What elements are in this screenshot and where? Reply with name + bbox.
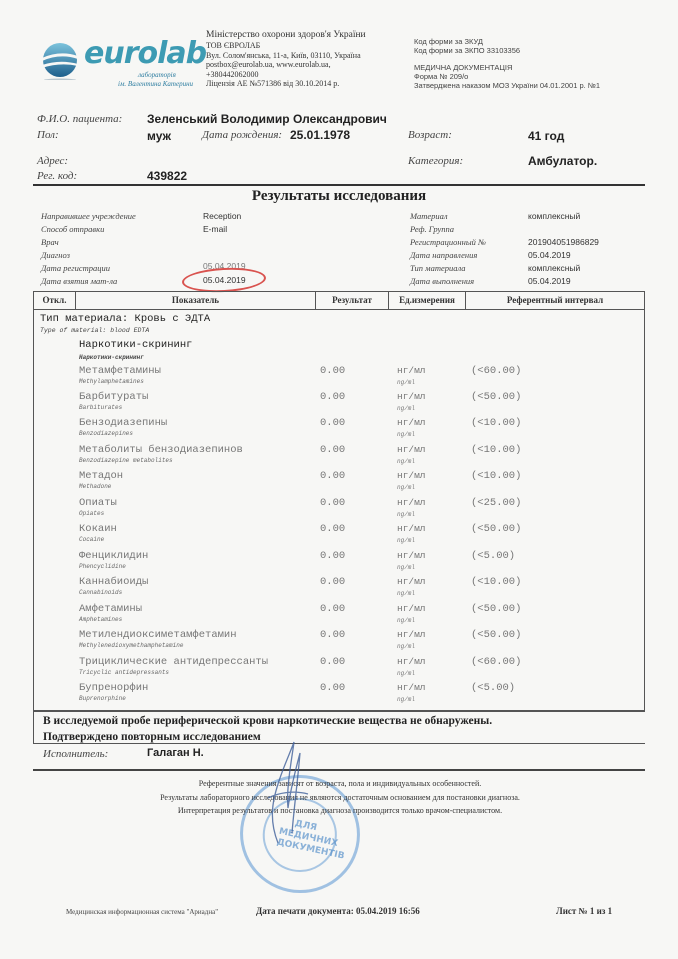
indicator-name-en: Tricyclic antidepressants xyxy=(79,669,170,676)
patient-name: Зеленський Володимир Олександрович xyxy=(147,112,387,126)
result-value: 0.00 xyxy=(320,391,346,403)
indicator-name-en: Opiates xyxy=(79,510,105,517)
table-row xyxy=(34,444,644,470)
meta-value: 201904051986829 xyxy=(528,237,599,247)
indicator-name: Метилендиоксиметамфетамин xyxy=(79,629,237,641)
unit: нг/мл xyxy=(397,656,426,667)
form-info xyxy=(414,37,600,90)
doc-type: МЕДИЧНА ДОКУМЕНТАЦІЯ xyxy=(414,63,513,72)
table-row xyxy=(34,365,644,391)
indicator-name-en: Methylenedioxymethamphetamine xyxy=(79,642,184,649)
reference-interval: (<50.00) xyxy=(471,391,522,403)
note: Интерпретация результатов и постановка диагноза производится только врачом-специалистом. xyxy=(177,806,503,815)
conclusion-text: В исследуемой пробе периферической крови наркотические вещества не обнаружены. xyxy=(43,715,493,727)
table-header xyxy=(34,292,644,310)
unit: нг/мл xyxy=(397,576,426,587)
reference-interval: (<10.00) xyxy=(471,417,522,429)
reference-interval: (<5.00) xyxy=(471,550,516,562)
result-value: 0.00 xyxy=(320,417,346,429)
meta-value: 05.04.2019 xyxy=(528,276,571,286)
highlight-circle xyxy=(181,266,266,294)
indicator-name-en: Benzodiazepines xyxy=(79,430,134,437)
indicator-name: Каннабиоиды xyxy=(79,576,149,588)
header-reference: Референтный интервал xyxy=(506,295,604,305)
note: Референтные значения зависят от возраста, пола и индивидуальных особенностей. xyxy=(198,779,482,788)
company-contacts: postbox@eurolab.ua, www.eurolab.ua, xyxy=(206,60,331,69)
page-title: Результаты исследования xyxy=(251,188,427,204)
signature xyxy=(248,738,328,848)
indicator-name-en: Benzodiazepine metabolites xyxy=(79,457,173,464)
logo-subtitle-name: ім. Валентина Катерини xyxy=(118,80,194,88)
sample-date-value: 05.04.2019 xyxy=(203,275,246,285)
meta-value: 05.04.2019 xyxy=(203,261,246,271)
meta-label: Направившее учреждение xyxy=(41,211,136,221)
meta-label: Дата направления xyxy=(410,250,478,260)
table-row xyxy=(34,417,644,443)
indicator-name-en: Buprenorphine xyxy=(79,695,126,702)
meta-label: Дата взятия мат-ла xyxy=(41,276,118,286)
indicator-name: Трициклические антидепрессанты xyxy=(79,656,269,668)
unit: нг/мл xyxy=(397,603,426,614)
meta-label: Диагноз xyxy=(41,250,70,260)
eurolab-logo xyxy=(40,36,207,88)
indicator-name: Метамфетамины xyxy=(79,365,161,377)
unit-en: ng/ml xyxy=(397,484,416,491)
table-row xyxy=(34,682,644,708)
indicator-name: Бупренорфин xyxy=(79,682,149,694)
table-row xyxy=(34,550,644,576)
result-value: 0.00 xyxy=(320,629,346,641)
result-value: 0.00 xyxy=(320,444,346,456)
material-type: Тип материала: Кровь с ЭДТА xyxy=(40,313,211,325)
unit: нг/мл xyxy=(397,417,426,428)
indicator-name: Бензодиазепины xyxy=(79,417,168,429)
meta-value: комплексный xyxy=(528,211,581,221)
table-row xyxy=(34,576,644,602)
reference-interval: (<60.00) xyxy=(471,365,522,377)
result-value: 0.00 xyxy=(320,497,346,509)
indicator-name-en: Cocaine xyxy=(79,536,105,543)
form-code-zkud: Код форми за ЗКУД xyxy=(414,37,483,46)
reference-interval: (<25.00) xyxy=(471,497,522,509)
conclusion-confirmation: Подтверждено повторным исследованием xyxy=(43,731,261,743)
unit: нг/мл xyxy=(397,391,426,402)
header-indicator: Показатель xyxy=(76,292,316,309)
reference-interval: (<5.00) xyxy=(471,682,516,694)
table-row xyxy=(34,523,644,549)
reg-code-value: 439822 xyxy=(147,169,188,183)
reference-interval: (<10.00) xyxy=(471,444,522,456)
footer-sheet-number: Лист № 1 из 1 xyxy=(556,906,613,916)
result-value: 0.00 xyxy=(320,603,346,615)
sex-value: муж xyxy=(147,129,172,143)
indicator-name: Кокаин xyxy=(79,523,117,535)
category-value: Амбулатор. xyxy=(528,154,598,168)
result-value: 0.00 xyxy=(320,656,346,668)
meta-label: Тип материала xyxy=(410,263,466,273)
unit: нг/мл xyxy=(397,629,426,640)
meta-value: комплексный xyxy=(528,263,581,273)
result-value: 0.00 xyxy=(320,682,346,694)
meta-label: Материал xyxy=(410,211,448,221)
unit-en: ng/ml xyxy=(397,670,416,677)
meta-value: E-mail xyxy=(203,224,228,234)
age-value: 41 год xyxy=(528,129,565,143)
unit-en: ng/ml xyxy=(397,458,416,465)
indicator-name-en: Cannabinoids xyxy=(79,589,123,596)
indicator-name-en: Phencyclidine xyxy=(79,563,126,570)
meta-value: Reception xyxy=(203,211,242,221)
company-name: ТОВ ЄВРОЛАБ xyxy=(206,41,261,50)
table-row xyxy=(34,629,644,655)
footer-system: Медицинская информационная система "Ариадна" xyxy=(66,908,219,916)
table-row xyxy=(34,470,644,496)
unit: нг/мл xyxy=(397,523,426,534)
meta-label: Врач xyxy=(41,237,59,247)
result-value: 0.00 xyxy=(320,550,346,562)
indicator-name-en: Amphetamines xyxy=(79,616,123,623)
company-address: Вул. Солом'янська, 11-а, Київ, 03110, Україна xyxy=(206,50,361,60)
dob-value: 25.01.1978 xyxy=(290,128,351,142)
executor-name: Галаган Н. xyxy=(147,747,204,759)
unit: нг/мл xyxy=(397,470,426,481)
disclaimer-notes xyxy=(100,777,580,818)
company-phone: +380442062000 xyxy=(206,69,259,79)
indicator-name: Опиаты xyxy=(79,497,117,509)
test-group-en: Наркотики-скрининг xyxy=(79,354,144,361)
dob-label: Дата рождения: xyxy=(202,129,283,141)
indicator-name: Барбитураты xyxy=(79,391,149,403)
unit-en: ng/ml xyxy=(397,405,416,412)
form-approved: Затверджена наказом МОЗ України 04.01.2001 р. №1 xyxy=(414,81,601,90)
stamp-text: ДЛЯ МЕДИЧНИХ ДОКУМЕНТІВ xyxy=(275,818,346,862)
result-value: 0.00 xyxy=(320,523,346,535)
meta-label: Дата выполнения xyxy=(410,276,475,286)
unit: нг/мл xyxy=(397,497,426,508)
table-row xyxy=(34,603,644,629)
meta-label: Дата регистрации xyxy=(41,263,111,273)
indicator-name: Амфетамины xyxy=(79,603,143,615)
sex-label: Пол: xyxy=(37,129,59,141)
unit: нг/мл xyxy=(397,444,426,455)
unit-en: ng/ml xyxy=(397,696,416,703)
company-license: Ліцензія АЕ №571386 від 30.10.2014 р. xyxy=(206,79,340,88)
note: Результаты лабораторного исследования не являются достаточным основанием для постановки диагноза. xyxy=(160,792,520,802)
reference-interval: (<10.00) xyxy=(471,470,522,482)
patient-name-label: Ф.И.О. пациента: xyxy=(37,113,123,125)
result-value: 0.00 xyxy=(320,576,346,588)
indicator-name: Метаболиты бензодиазепинов xyxy=(79,444,243,456)
reference-interval: (<60.00) xyxy=(471,656,522,668)
logo-subtitle: лабораторія xyxy=(138,71,176,79)
ministry: Міністерство охорони здоров'я України xyxy=(206,30,366,40)
table-row xyxy=(34,656,644,682)
unit-en: ng/ml xyxy=(397,643,416,650)
divider xyxy=(33,769,645,771)
meta-label: Регистрационный № xyxy=(410,237,486,247)
indicator-name-en: Methadone xyxy=(79,483,112,490)
material-type-en: Type of material: blood EDTA xyxy=(40,327,150,334)
result-value: 0.00 xyxy=(320,470,346,482)
results-table xyxy=(33,291,645,711)
eurolab-swoosh-icon xyxy=(40,40,80,80)
executor-label: Исполнитель: xyxy=(43,748,109,760)
indicator-name: Фенциклидин xyxy=(79,550,149,562)
logo-wordmark: eurolab xyxy=(84,36,207,71)
reference-interval: (<10.00) xyxy=(471,576,522,588)
indicator-name: Метадон xyxy=(79,470,124,482)
organization-info xyxy=(206,30,366,89)
meta-value: 05.04.2019 xyxy=(528,250,571,260)
form-number: Форма № 209/о xyxy=(414,72,469,81)
unit-en: ng/ml xyxy=(397,617,416,624)
table-row xyxy=(34,497,644,523)
reference-interval: (<50.00) xyxy=(471,629,522,641)
meta-label: Реф. Группа xyxy=(410,224,454,234)
unit: нг/мл xyxy=(397,682,426,693)
unit-en: ng/ml xyxy=(397,511,416,518)
reference-interval: (<50.00) xyxy=(471,523,522,535)
header-result: Результат xyxy=(316,292,389,309)
divider xyxy=(33,184,645,186)
indicator-name-en: Barbiturates xyxy=(79,404,123,411)
age-label: Возраст: xyxy=(408,129,452,141)
header-unit: Ед.измерения xyxy=(389,292,466,309)
reg-code-label: Рег. код: xyxy=(37,170,78,182)
reference-interval: (<50.00) xyxy=(471,603,522,615)
unit-en: ng/ml xyxy=(397,537,416,544)
table-row xyxy=(34,391,644,417)
address-label: Адрес: xyxy=(37,155,69,167)
conclusion-box xyxy=(33,711,645,744)
header-deviation: Откл. xyxy=(34,292,76,309)
unit-en: ng/ml xyxy=(397,379,416,386)
footer-print-date: Дата печати документа: 05.04.2019 16:56 xyxy=(256,906,420,916)
meta-label: Способ отправки xyxy=(41,224,105,234)
unit-en: ng/ml xyxy=(397,590,416,597)
test-group: Наркотики-скрининг xyxy=(79,339,193,351)
result-value: 0.00 xyxy=(320,365,346,377)
indicator-name-en: Methylamphetamines xyxy=(79,378,144,385)
unit: нг/мл xyxy=(397,365,426,376)
form-code-zkpo: Код форми за ЗКПО 33103356 xyxy=(414,46,521,55)
unit-en: ng/ml xyxy=(397,564,416,571)
unit: нг/мл xyxy=(397,550,426,561)
unit-en: ng/ml xyxy=(397,431,416,438)
category-label: Категория: xyxy=(408,155,464,167)
